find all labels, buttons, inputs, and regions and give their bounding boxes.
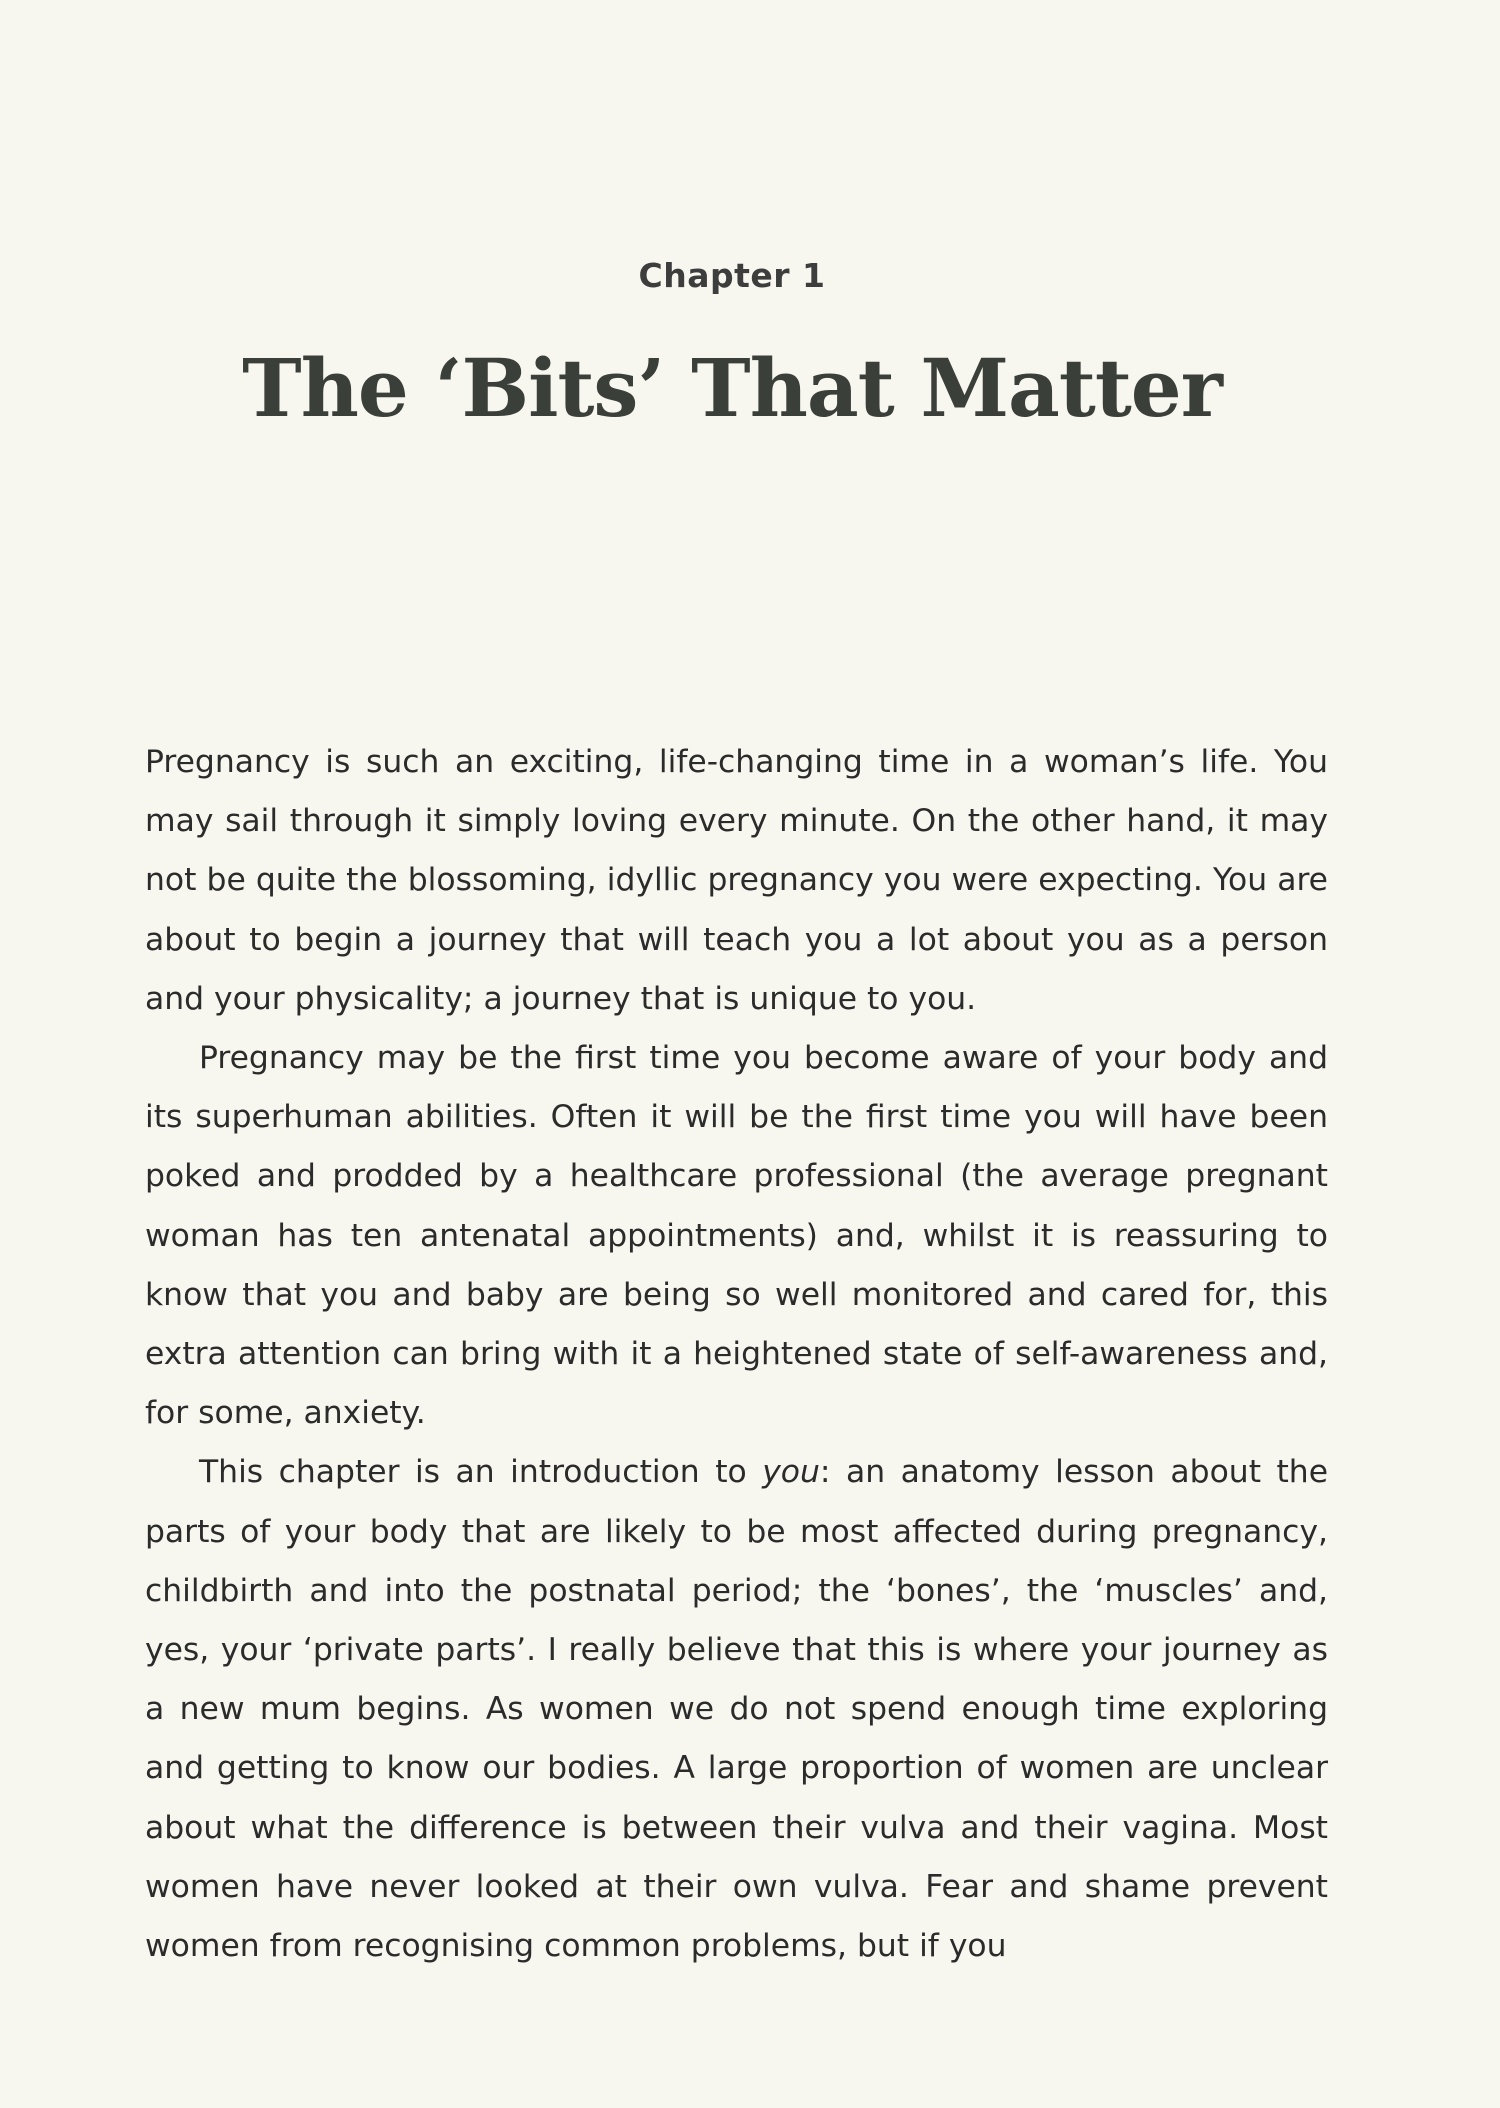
paragraph-1: Pregnancy is such an exciting, life-changing time in a woman’s life. You may sail through it simply loving every minute. On the other hand, it may not be quite the blossoming, idyllic pregnancy you were expecting. You are about to begin a journey that will teach you a lot about you as a person and your physicality; a journey that is unique to you.: [145, 744, 1328, 1017]
paragraph-2: Pregnancy may be the first time you become aware of your body and its superhuman abilities. Often it will be the first time you will have been poked and prodded by a healthcare professional (the average pregnant woman has ten antenatal appointments) and, whilst it is reassuring to know that you and baby are being so well monitored and cared for, this extra attention can bring with it a heightened state of self-awareness and, for some, anxiety.: [145, 1040, 1328, 1432]
paragraph-3: [145, 1443, 1328, 1976]
chapter-body: [145, 733, 1328, 1976]
chapter-number: Chapter 1: [638, 256, 826, 295]
paragraph-3-emphasis: you: [762, 1454, 820, 1491]
paragraph-3-rest: : an anatomy lesson about the parts of your body that are likely to be most affected during pregnancy, childbirth and into the postnatal period; the ‘bones’, the ‘muscles’ and, yes, your ‘private parts’. I really believe that this is where your journey as a new mum begins. As women we do not spend enough time exploring and getting to know our bodies. A large proportion of women are unclear about what the difference is between their vulva and their vagina. Most women have never looked at their own vulva. Fear and shame prevent women from recognising common problems, but if you: [145, 1454, 1329, 1965]
chapter-title: The ‘Bits’ That Matter: [242, 341, 1222, 435]
paragraph-3-start: This chapter is an introduction to: [199, 1454, 763, 1491]
